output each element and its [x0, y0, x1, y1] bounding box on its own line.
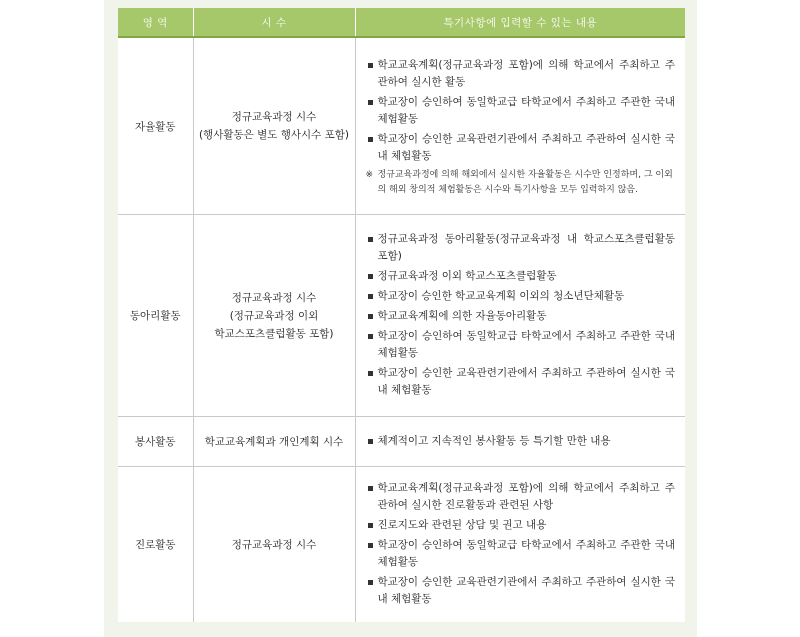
header-hours: 시 수 [193, 8, 355, 37]
table-row [118, 417, 685, 467]
document-page [104, 0, 697, 637]
area-cell: 자율활동 [118, 37, 193, 215]
content-cell [355, 215, 685, 417]
list-item: 학교장이 승인한 교육관련기관에서 주최하고 주관하여 실시한 국내 체험활동 [366, 574, 676, 608]
hours-line: 정규교육과정 시수 [231, 291, 317, 304]
list-item: 정규교육과정 동아리활동(정규교육과정 내 학교스포츠클럽활동 포함) [366, 231, 676, 265]
list-item: 학교교육계획(정규교육과정 포함)에 의해 학교에서 주최하고 주관하여 실시한 활동 [366, 57, 676, 91]
hours-line: 정규교육과정 시수 [231, 111, 317, 123]
area-cell: 동아리활동 [118, 215, 193, 417]
list-item: 학교장이 승인하여 동일학교급 타학교에서 주최하고 주관한 국내 체험활동 [366, 537, 676, 571]
note-text: 정규교육과정에 의해 해외에서 실시한 자율활동은 시수만 인정하며, 그 이외의 해외 창의적 체험활동은 시수와 특기사항을 모두 입력하지 않음. [377, 169, 673, 195]
note [366, 168, 676, 198]
list-item: 체계적이고 지속적인 봉사활동 등 특기할 만한 내용 [366, 433, 676, 450]
table-header-row [118, 8, 685, 37]
list-item: 학교장이 승인하여 동일학교급 타학교에서 주최하고 주관한 국내 체험활동 [366, 328, 676, 362]
note-mark: ※ [365, 169, 374, 180]
content-list [356, 57, 686, 165]
list-item: 학교장이 승인한 교육관련기관에서 주최하고 주관하여 실시한 국내 체험활동 [366, 365, 676, 399]
hours-cell [193, 215, 355, 417]
hours-line: 정규교육과정 시수 [231, 538, 317, 551]
area-cell: 진로활동 [118, 467, 193, 623]
table-row [118, 467, 685, 623]
hours-line: (정규교육과정 이외 [229, 309, 319, 322]
list-item: 학교장이 승인하여 동일학교급 타학교에서 주최하고 주관한 국내 체험활동 [366, 94, 676, 128]
hours-line: 학교스포츠클럽활동 포함) [214, 327, 334, 340]
content-cell [355, 37, 685, 215]
content-cell [355, 467, 685, 623]
table-row [118, 37, 685, 215]
list-item: 학교교육계획(정규교육과정 포함)에 의해 학교에서 주최하고 주관하여 실시한 진로활동과 관련된 사항 [366, 480, 676, 514]
header-content: 특기사항에 입력할 수 있는 내용 [355, 8, 685, 37]
content-cell [355, 417, 685, 467]
header-area: 영 역 [118, 8, 193, 37]
hours-line: (행사활동은 별도 행사시수 포함) [198, 129, 350, 141]
content-list [356, 231, 686, 399]
list-item: 학교장이 승인한 교육관련기관에서 주최하고 주관하여 실시한 국내 체험활동 [366, 131, 676, 165]
area-cell: 봉사활동 [118, 417, 193, 467]
hours-line: 학교교육계획과 개인계획 시수 [204, 435, 344, 448]
hours-cell [193, 37, 355, 215]
list-item: 정규교육과정 이외 학교스포츠클럽활동 [366, 268, 676, 285]
content-list [356, 480, 686, 608]
list-item: 학교교육계획에 의한 자율동아리활동 [366, 308, 676, 325]
content-list [356, 433, 686, 450]
list-item: 학교장이 승인한 학교교육계획 이외의 청소년단체활동 [366, 288, 676, 305]
list-item: 진로지도와 관련된 상담 및 권고 내용 [366, 517, 676, 534]
hours-cell [193, 417, 355, 467]
hours-cell [193, 467, 355, 623]
table-row [118, 215, 685, 417]
activity-table [118, 8, 685, 622]
